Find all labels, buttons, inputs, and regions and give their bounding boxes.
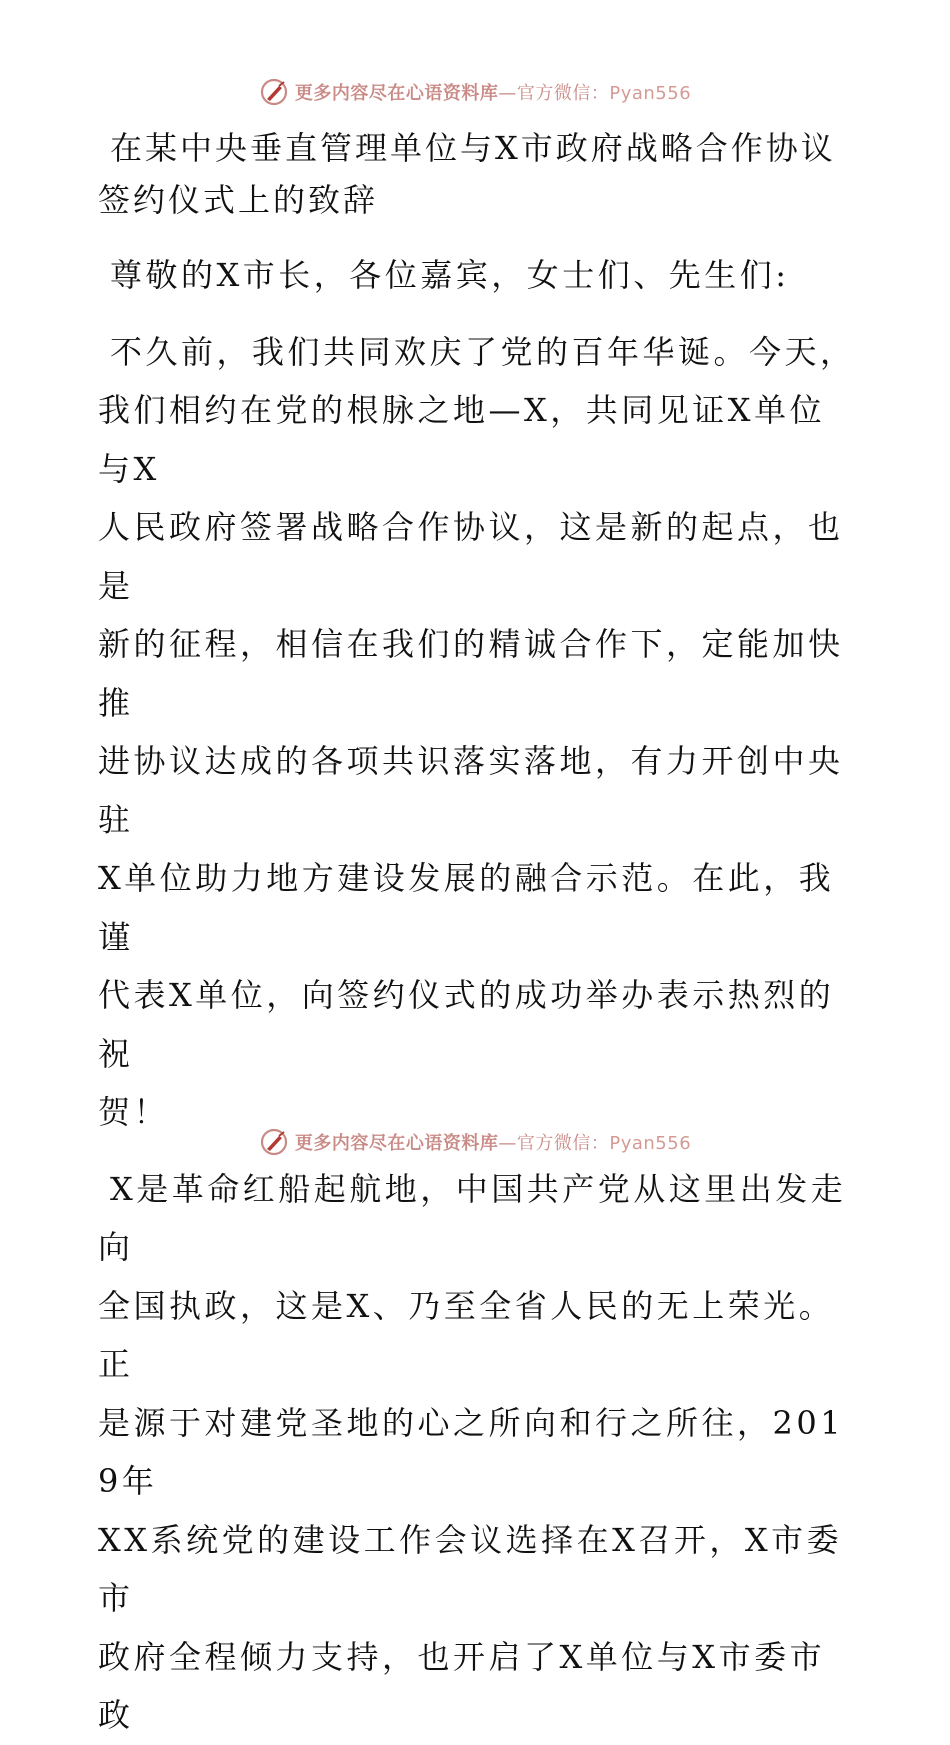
- paragraph-1-line: 贺！: [98, 1093, 170, 1131]
- watermark-wechat-id: Pyan556: [609, 83, 692, 104]
- paragraph-2-line: 政府全程倾力支持，也开启了X单位与X市委市政: [98, 1637, 826, 1734]
- watermark-separator: —: [498, 1133, 517, 1154]
- paragraph-2-line: 全国执政，这是X、乃至全省人民的无上荣光。正: [98, 1286, 835, 1383]
- watermark-wechat-id: Pyan556: [609, 1133, 692, 1154]
- paragraph-2-line: X是革命红船起航地，中国共产党从这里出发走向: [98, 1169, 847, 1266]
- paragraph-1-line: 我们相约在党的根脉之地—X，共同见证X单位与X: [98, 391, 826, 488]
- document-title-line-2: 签约仪式上的致辞: [98, 181, 379, 219]
- paragraph-1-line: 不久前，我们共同欢庆了党的百年华诞。今天，: [110, 332, 856, 371]
- header-watermark: [0, 72, 950, 112]
- watermark-site-text: 更多内容尽在心语资料库: [294, 1133, 499, 1154]
- paragraph-2-line: 是源于对建党圣地的心之所向和行之所往，2019年: [98, 1403, 845, 1500]
- paragraph-1-line: 新的征程，相信在我们的精诚合作下，定能加快推: [98, 625, 844, 722]
- document-body: [98, 122, 858, 1745]
- watermark-text: [295, 1129, 691, 1155]
- paragraph-2-line: XX系统党的建设工作会议选择在X召开，X市委市: [98, 1520, 843, 1617]
- paragraph-1-line: 人民政府签署战略合作协议，这是新的起点，也是: [98, 508, 844, 605]
- watermark-wechat-label: 官方微信：: [516, 1133, 610, 1154]
- watermark-text: [295, 79, 691, 105]
- watermark-separator: —: [498, 83, 517, 104]
- feather-pen-logo-icon: [259, 77, 289, 107]
- watermark-wechat-label: 官方微信：: [516, 83, 610, 104]
- paragraph-1: [98, 323, 858, 1142]
- paragraph-1-line: 代表X单位，向签约仪式的成功举办表示热烈的祝: [98, 976, 835, 1073]
- document-title-line-1: 在某中央垂直管理单位与X市政府战略合作协议: [110, 129, 836, 167]
- greeting: 尊敬的X市长，各位嘉宾，女士们、先生们:: [110, 256, 790, 294]
- footer-watermark: [0, 1122, 950, 1162]
- feather-pen-logo-icon: [259, 1127, 289, 1157]
- paragraph-1-line: 进协议达成的各项共识落实落地，有力开创中央驻: [98, 742, 844, 839]
- paragraph-2: [98, 1160, 858, 1745]
- watermark-site-text: 更多内容尽在心语资料库: [294, 83, 499, 104]
- paragraph-1-line: X单位助力地方建设发展的融合示范。在此，我谨: [98, 859, 835, 956]
